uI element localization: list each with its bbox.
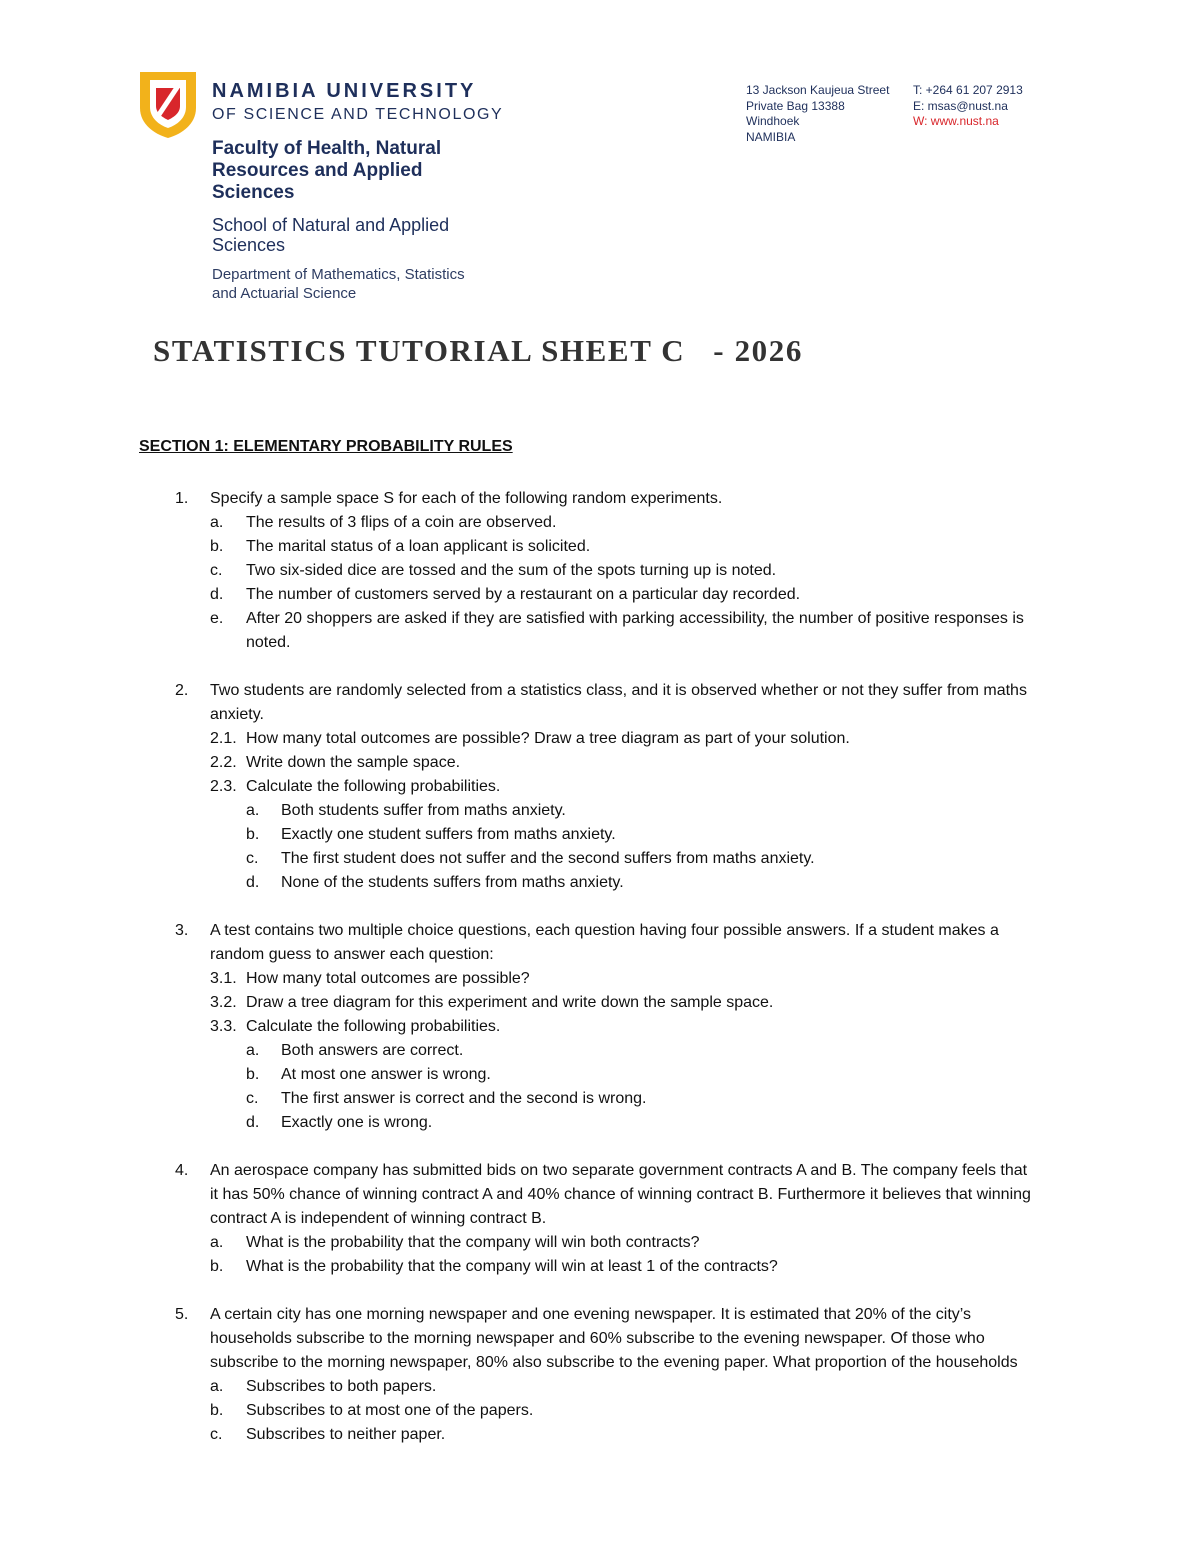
item-marker: e. xyxy=(210,610,224,627)
item-marker: c. xyxy=(246,850,259,867)
item-text: How many total outcomes are possible? xyxy=(246,970,530,987)
item-text: None of the students suffers from maths anxiety. xyxy=(281,874,624,891)
item-marker: c. xyxy=(246,1090,259,1107)
item-marker: a. xyxy=(246,1042,260,1059)
item-marker: d. xyxy=(246,1114,260,1131)
list-item xyxy=(210,607,1039,655)
item-text: Write down the sample space. xyxy=(246,754,461,771)
list-item xyxy=(210,559,1039,583)
item-marker: b. xyxy=(210,1258,224,1275)
item-marker: b. xyxy=(246,826,260,843)
question-text: Two students are randomly selected from a statistics class, and it is observed whether or not they suffer from maths anxiety. xyxy=(210,682,1027,723)
question-text: Specify a sample space S for each of the following random experiments. xyxy=(210,490,723,507)
item-marker: a. xyxy=(210,1378,224,1395)
university-name: NAMIBIA UNIVERSITY xyxy=(212,80,477,102)
question-text: A test contains two multiple choice questions, each question having four possible answers. If a student makes a random guess to answer each question: xyxy=(210,922,999,963)
item-text: Both students suffer from maths anxiety. xyxy=(281,802,566,819)
list-item xyxy=(210,511,1039,535)
page-title: STATISTICS TUTORIAL SHEET C - 2026 xyxy=(153,333,803,368)
item-text: After 20 shoppers are asked if they are satisfied with parking accessibility, the number of positive responses is noted. xyxy=(246,610,1024,651)
sub-question xyxy=(210,727,1039,751)
item-marker: d. xyxy=(246,874,260,891)
question-3 xyxy=(139,919,1039,1135)
item-marker: a. xyxy=(210,1234,224,1251)
item-text: What is the probability that the company will win both contracts? xyxy=(246,1234,700,1251)
item-text: How many total outcomes are possible? Draw a tree diagram as part of your solution. xyxy=(246,730,850,747)
list-item xyxy=(210,1423,1039,1447)
item-text: At most one answer is wrong. xyxy=(281,1066,491,1083)
item-text: The first student does not suffer and the second suffers from maths anxiety. xyxy=(281,850,815,867)
email-text: E: msas@nust.na xyxy=(913,98,1008,113)
item-marker: a. xyxy=(246,802,260,819)
list-item xyxy=(210,1231,1039,1255)
document-body xyxy=(139,435,1039,1471)
item-marker: 2.3. xyxy=(210,778,237,795)
item-text: Both answers are correct. xyxy=(281,1042,464,1059)
item-marker: b. xyxy=(210,1402,224,1419)
section-heading: SECTION 1: ELEMENTARY PROBABILITY RULES xyxy=(139,438,513,455)
item-text: Draw a tree diagram for this experiment and write down the sample space. xyxy=(246,994,774,1011)
list-item xyxy=(210,1255,1039,1279)
department-name: Department of Mathematics, Statistics and Actuarial Science xyxy=(212,266,465,302)
sub-question xyxy=(210,775,1039,799)
sub-question xyxy=(210,967,1039,991)
address-line: 13 Jackson Kaujeua Street xyxy=(746,83,890,97)
item-marker: c. xyxy=(210,1426,223,1443)
university-logo-icon xyxy=(136,70,200,140)
address-block xyxy=(746,83,889,145)
university-subtitle: OF SCIENCE AND TECHNOLOGY xyxy=(212,106,504,123)
item-marker: 2.2. xyxy=(210,754,237,771)
question-text: A certain city has one morning newspaper and one evening newspaper. It is estimated that 20% of the city’s households subscribe to the morning newspaper and 60% subscribe to the evening newspaper. Of those who subscribe to the morning newspaper, 80% also subscribe to the evening paper. What proportion of the households xyxy=(210,1306,1018,1371)
list-item xyxy=(210,1039,1039,1063)
address-line: Windhoek xyxy=(746,114,800,128)
item-marker: 3.2. xyxy=(210,994,237,1011)
contact-block xyxy=(913,83,1023,130)
item-marker: 3.3. xyxy=(210,1018,237,1035)
question-number: 1. xyxy=(175,490,189,507)
list-item xyxy=(210,823,1039,847)
list-item xyxy=(210,1111,1039,1135)
item-text: Two six-sided dice are tossed and the sum of the spots turning up is noted. xyxy=(246,562,777,579)
item-text: The first answer is correct and the second is wrong. xyxy=(281,1090,647,1107)
phone-text: T: +264 61 207 2913 xyxy=(913,83,1023,97)
item-marker: 2.1. xyxy=(210,730,237,747)
item-text: The number of customers served by a restaurant on a particular day recorded. xyxy=(246,586,801,603)
item-marker: b. xyxy=(246,1066,260,1083)
list-item xyxy=(210,583,1039,607)
list-item xyxy=(210,847,1039,871)
item-marker: c. xyxy=(210,562,223,579)
item-text: Exactly one student suffers from maths anxiety. xyxy=(281,826,616,843)
question-number: 2. xyxy=(175,682,189,699)
question-5 xyxy=(139,1303,1039,1447)
item-marker: d. xyxy=(210,586,224,603)
item-marker: a. xyxy=(210,514,224,531)
item-marker: b. xyxy=(210,538,224,555)
list-item xyxy=(210,535,1039,559)
item-text: Calculate the following probabilities. xyxy=(246,1018,501,1035)
item-text: Subscribes to both papers. xyxy=(246,1378,437,1395)
item-text: Exactly one is wrong. xyxy=(281,1114,433,1131)
school-name: School of Natural and Applied Sciences xyxy=(212,215,450,255)
item-text: What is the probability that the company will win at least 1 of the contracts? xyxy=(246,1258,778,1275)
question-4 xyxy=(139,1159,1039,1279)
sub-question xyxy=(210,1015,1039,1039)
question-number: 3. xyxy=(175,922,189,939)
list-item xyxy=(210,871,1039,895)
list-item xyxy=(210,799,1039,823)
faculty-name: Faculty of Health, Natural Resources and Applied Sciences xyxy=(212,138,442,203)
website-text: W: www.nust.na xyxy=(913,114,999,128)
item-text: Subscribes to at most one of the papers. xyxy=(246,1402,534,1419)
question-1 xyxy=(139,487,1039,655)
list-item xyxy=(210,1399,1039,1423)
item-text: Subscribes to neither paper. xyxy=(246,1426,446,1443)
question-2 xyxy=(139,679,1039,895)
address-line: Private Bag 13388 xyxy=(746,98,845,113)
item-text: Calculate the following probabilities. xyxy=(246,778,501,795)
question-number: 5. xyxy=(175,1306,189,1323)
question-number: 4. xyxy=(175,1162,189,1179)
address-line: NAMIBIA xyxy=(746,129,796,144)
list-item xyxy=(210,1375,1039,1399)
sub-question xyxy=(210,751,1039,775)
list-item xyxy=(210,1063,1039,1087)
item-text: The results of 3 flips of a coin are observed. xyxy=(246,514,557,531)
question-text: An aerospace company has submitted bids on two separate government contracts A and B. The company feels that it has 50% chance of winning contract A and 40% chance of winning contract B. Furthermore it believes that winning contract A is independent of winning contract B. xyxy=(210,1162,1031,1227)
list-item xyxy=(210,1087,1039,1111)
item-marker: 3.1. xyxy=(210,970,237,987)
sub-question xyxy=(210,991,1039,1015)
item-text: The marital status of a loan applicant is solicited. xyxy=(246,538,591,555)
